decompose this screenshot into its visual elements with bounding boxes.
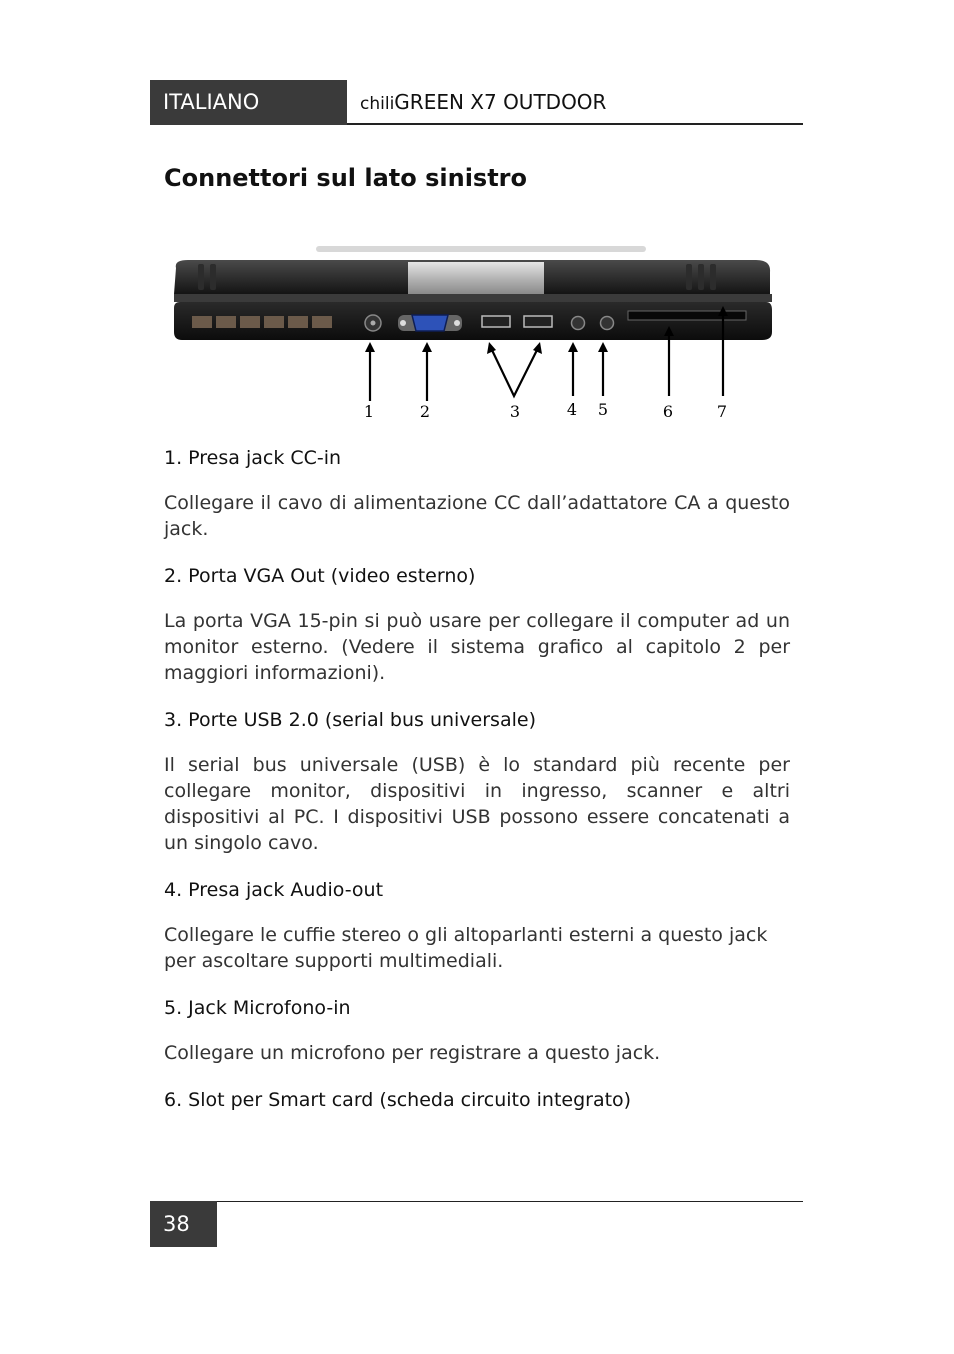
base-gap bbox=[174, 294, 772, 302]
callout-5: 5 bbox=[597, 400, 609, 419]
silver-hinge bbox=[408, 262, 544, 294]
callout-1: 1 bbox=[363, 402, 375, 421]
item-body-5: Collegare un microfono per registrare a questo jack. bbox=[164, 1042, 661, 1064]
item-heading-2: 2. Porta VGA Out (video esterno) bbox=[164, 565, 476, 587]
lid-edge bbox=[316, 246, 646, 252]
item-body-4: Collegare le cuffie stereo o gli altoparlanti esterni a questo jack per ascoltare supporti multimediali. bbox=[164, 924, 768, 972]
laptop-base bbox=[174, 302, 772, 340]
vga-port bbox=[412, 315, 448, 331]
item-heading-4: 4. Presa jack Audio-out bbox=[164, 879, 384, 901]
item-heading-5: 5. Jack Microfono-in bbox=[164, 997, 351, 1019]
callout-labels bbox=[364, 400, 727, 421]
callout-3: 3 bbox=[509, 402, 521, 421]
product-prefix: chili bbox=[360, 94, 395, 114]
product-model: GREEN X7 OUTDOOR bbox=[394, 90, 607, 114]
audio-out-jack bbox=[572, 317, 585, 330]
connector-descriptions bbox=[164, 444, 790, 1114]
smart-card-slot bbox=[628, 311, 746, 320]
item-body-1: Collegare il cavo di alimentazione CC dall’adattatore CA a questo jack. bbox=[164, 492, 790, 540]
callout-6: 6 bbox=[662, 402, 674, 421]
header-rule bbox=[347, 123, 803, 125]
laptop-left-side-figure bbox=[166, 236, 796, 426]
item-heading-1: 1. Presa jack CC-in bbox=[164, 447, 342, 469]
callout-4: 4 bbox=[566, 400, 578, 419]
language-tab: ITALIANO bbox=[150, 80, 347, 125]
item-heading-6: 6. Slot per Smart card (scheda circuito integrato) bbox=[164, 1089, 632, 1111]
usb-port-1 bbox=[482, 316, 510, 327]
mic-in-jack bbox=[601, 317, 614, 330]
usb-port-2 bbox=[524, 316, 552, 327]
callout-7: 7 bbox=[716, 402, 728, 421]
section-title: Connettori sul lato sinistro bbox=[164, 164, 527, 192]
callout-2: 2 bbox=[419, 402, 431, 421]
item-heading-3: 3. Porte USB 2.0 (serial bus universale) bbox=[164, 709, 536, 731]
footer-rule bbox=[217, 1201, 803, 1202]
page-number: 38 bbox=[150, 1201, 217, 1247]
item-body-2: La porta VGA 15-pin si può usare per collegare il computer ad un monitor esterno. (Vedere il sistema grafico al capitolo 2 per maggiori informazioni). bbox=[164, 610, 790, 684]
product-name bbox=[360, 80, 606, 125]
item-body-3: Il serial bus universale (USB) è lo standard più recente per collegare monitor, dispositivi in ingresso, scanner e altri dispositivi al PC. I dispositivi USB possono essere concatenati a un singolo cavo. bbox=[164, 754, 790, 854]
